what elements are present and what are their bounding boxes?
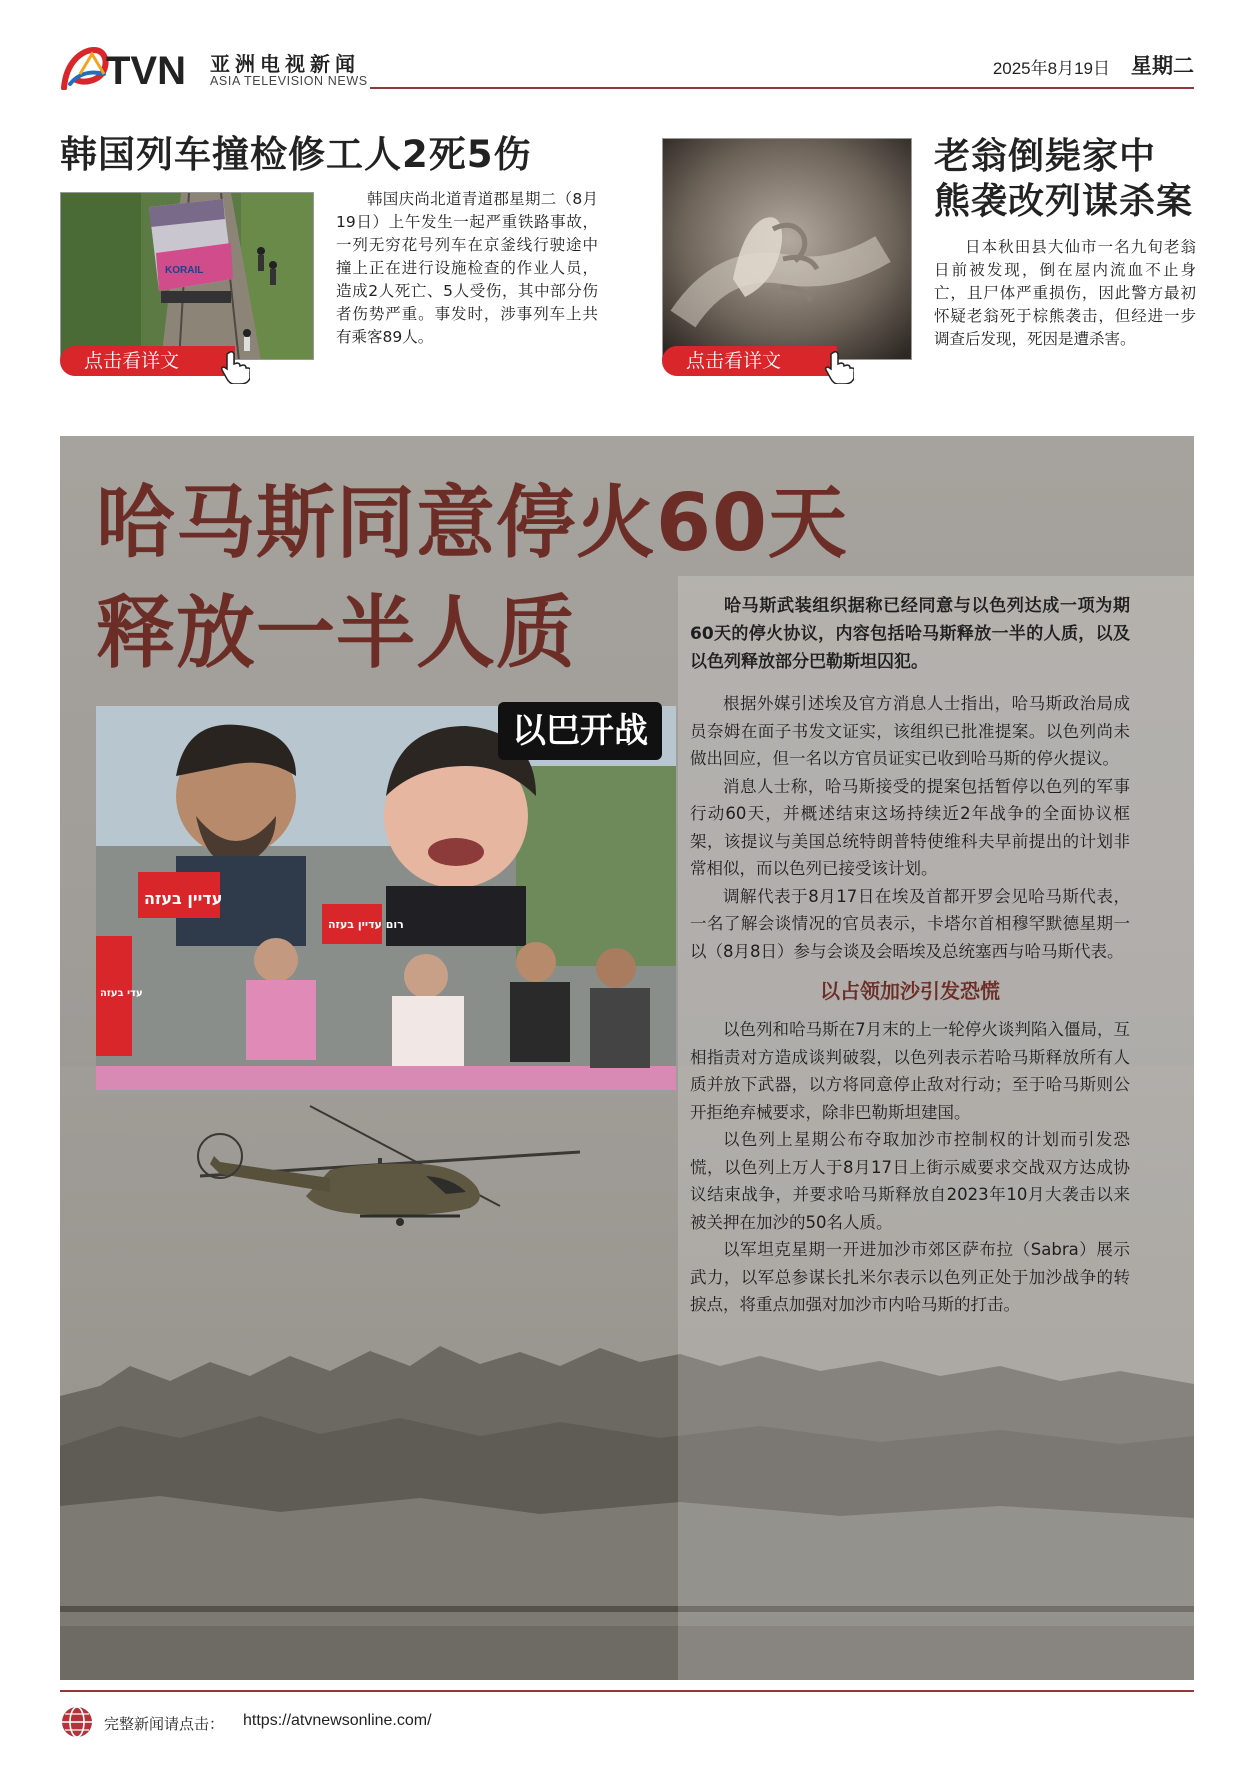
hand-image [663,139,912,360]
story2-title[interactable] [934,134,1193,224]
hand-cursor-icon [220,350,250,384]
article-paragraph: 根据外媒引述埃及官方消息人士指出，哈马斯政治局成员奈姆在面子书发文证实，该组织已批准提案。以色列尚未做出回应，但一名以方官员证实已收到哈马斯的停火提议。 [690,694,1130,768]
article-paragraph: 以军坦克星期一开进加沙市郊区萨布拉（Sabra）展示武力，以军总参谋长扎米尔表示以色列正处于加沙战争的转捩点，将重点加强对加沙市内哈马斯的打击。 [690,1240,1130,1314]
header-divider [370,87,1194,89]
masthead [60,44,1194,94]
footer-website-link[interactable]: https://atvnewsonline.com/ [243,1712,432,1729]
globe-icon [60,1705,94,1739]
protest-image [96,706,676,1090]
train-image [61,193,314,360]
brand-chinese: 亚洲电视新闻 [210,52,360,76]
footer-label: 完整新闻请点击： [104,1715,225,1733]
article-lead: 哈马斯武装组织据称已经同意与以色列达成一项为期60天的停火协议，内容包括哈马斯释放一半的人质，以及以色列释放部分巴勒斯坦囚犯。 [690,596,1130,672]
headline-line1: 哈马斯同意停火60天 [96,477,848,569]
article-paragraph: 以色列和哈马斯在7月末的上一轮停火谈判陷入僵局，互相指责对方造成谈判破裂，以色列表示若哈马斯释放所有人质并放下武器，以方将同意停止敌对行动；至于哈马斯则公开拒绝弃械要求，除非巴勒斯坦建国。 [690,1020,1130,1122]
article-paragraph: 消息人士称，哈马斯接受的提案包括暂停以色列的军事行动60天，并概述结束这场持续近2年战争的全面协议框架，该提议与美国总统特朗普特使维科夫早前提出的计划非常相似，而以色列已接受该计划。 [690,776,1130,878]
story1-read-more-button[interactable]: 点击看详文 [60,346,235,376]
story2-title-line1: 老翁倒毙家中 [934,136,1157,177]
brand-english: ASIA TELEVISION NEWS [210,74,368,88]
article-paragraph: 以色列上星期公布夺取加沙市控制权的计划而引发恐慌，以色列上万人于8月17日上街示威要求交战双方达成协议结束战争，并要求哈马斯释放自2023年10月大袭击以来被关押在加沙的50名人质。 [690,1130,1130,1232]
protest-photo[interactable] [96,706,676,1090]
svg-text:עדיין בעזה: עדיין בעזה [144,889,223,908]
war-topic-tag[interactable]: 以巴开战 [498,702,662,760]
issue-weekday: 星期二 [1131,54,1194,78]
story1-body: 韩国庆尚北道青道郡星期二（8月19日）上午发生一起严重铁路事故，一列无穷花号列车在京釜线行驶途中撞上正在进行设施检查的作业人员，造成2人死亡、5人受伤，其中部分伤者伤势严重。事发时，涉事列车上共有乘客89人。 [336,190,598,346]
atvn-logo[interactable] [60,44,188,90]
story2-photo[interactable] [662,138,912,360]
hand-cursor-icon [824,350,854,384]
article-text [690,592,1130,1319]
svg-text:עדי בעזה: עדי בעזה [100,988,143,999]
svg-text:KORAIL: KORAIL [165,265,204,276]
article-paragraph: 调解代表于8月17日在埃及首都开罗会见哈马斯代表，一名了解会谈情况的官员表示，卡塔尔首相穆罕默德星期一以（8月8日）参与会谈及会晤埃及总统塞西与哈马斯代表。 [690,886,1130,961]
footer-divider [60,1690,1194,1692]
feature-story [60,436,1194,1680]
svg-text:רום עדיין בעזה: רום עדיין בעזה [328,918,404,931]
story2-body: 日本秋田县大仙市一名九旬老翁日前被发现，倒在屋内流血不止身亡，且尸体严重损伤，因此警方最初怀疑老翁死于棕熊袭击，但经进一步调查后发现，死因是遭杀害。 [934,238,1196,348]
issue-date: 2025年8月19日 [992,59,1110,78]
article-subheading: 以占领加沙引发恐慌 [820,979,1000,1003]
headline-line2: 释放一半人质 [96,587,576,679]
story2-title-line2: 熊袭改列谋杀案 [934,181,1194,222]
story1-title[interactable]: 韩国列车撞检修工人2死5伤 [60,133,532,176]
story2-read-more-button[interactable]: 点击看详文 [662,346,837,376]
story1-train-photo[interactable] [60,192,314,360]
svg-text:TVN: TVN [106,49,186,90]
